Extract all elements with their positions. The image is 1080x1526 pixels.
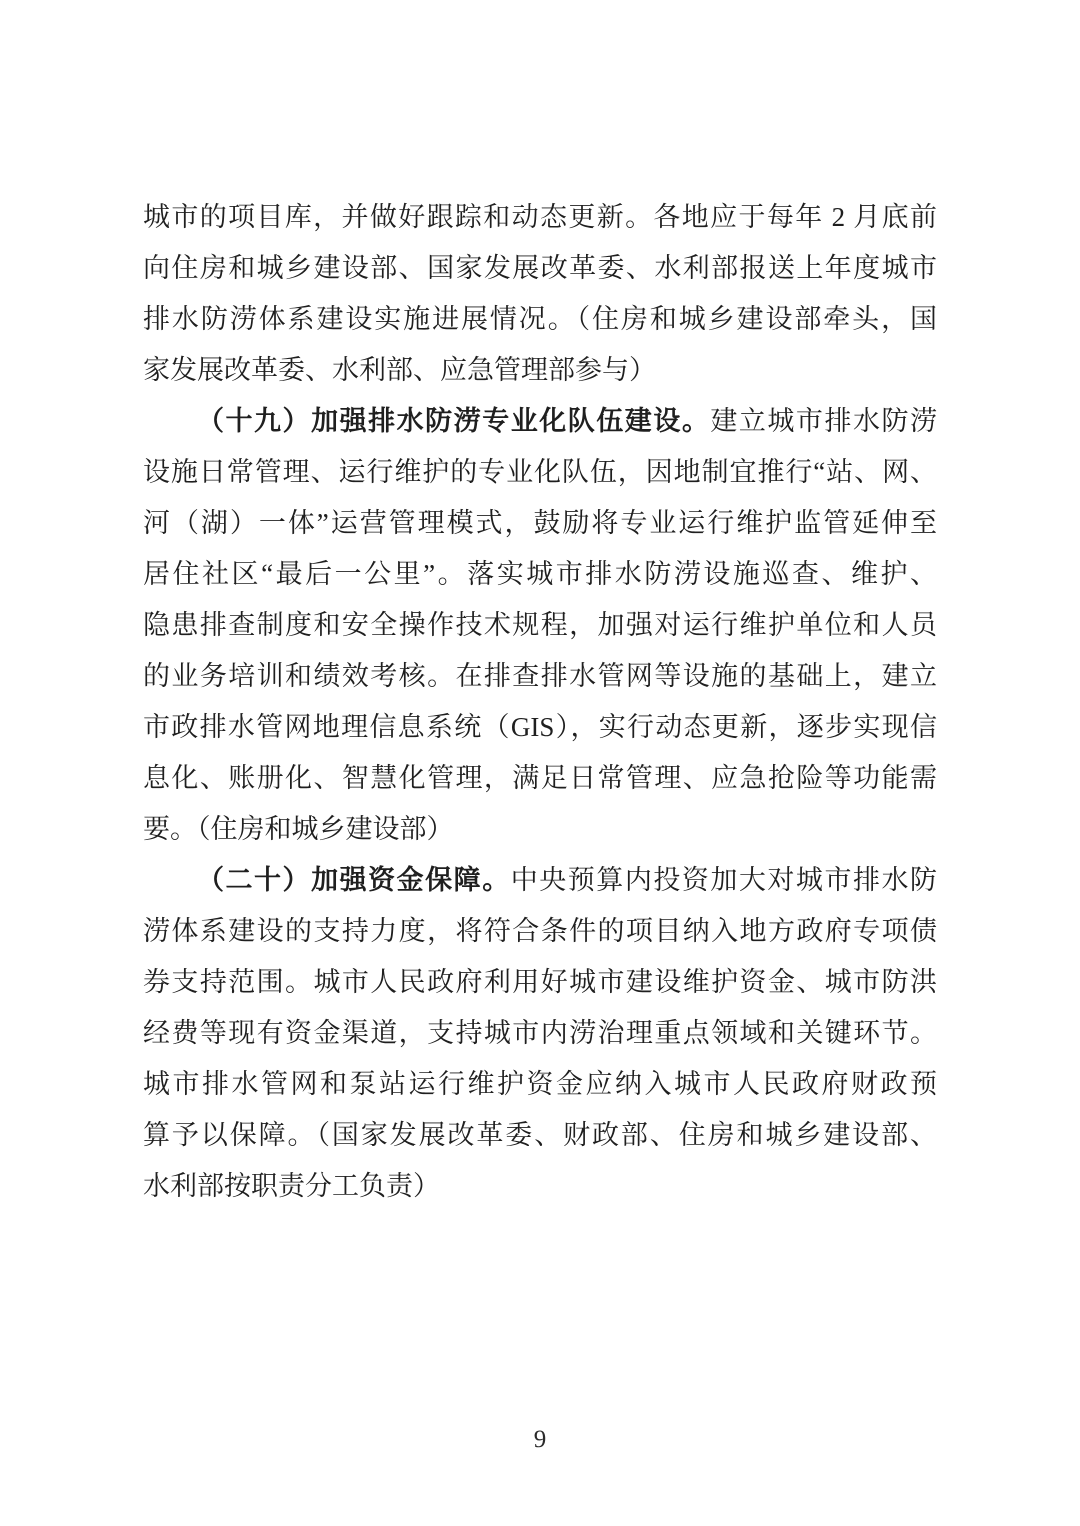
text-line	[143, 396, 937, 447]
body-text: 城市排水管网和泵站运行维护资金应纳入城市人民政府财政预	[143, 1069, 937, 1099]
text-line	[143, 1059, 937, 1110]
paragraph	[143, 855, 937, 1212]
body-text: 要。（住房和城乡建设部）	[143, 814, 454, 844]
paragraph	[143, 192, 937, 396]
text-line	[143, 192, 937, 243]
text-line	[143, 1110, 937, 1161]
text-line	[143, 855, 937, 906]
body-text: 算予以保障。（国家发展改革委、财政部、住房和城乡建设部、	[143, 1120, 937, 1150]
section-heading-text: （二十）加强资金保障。	[197, 865, 511, 895]
body-text: 的业务培训和绩效考核。在排查排水管网等设施的基础上，建立	[143, 661, 937, 691]
body-text: 水利部按职责分工负责）	[143, 1171, 440, 1201]
text-line	[143, 1161, 937, 1212]
text-line	[143, 600, 937, 651]
body-text: 券支持范围。城市人民政府利用好城市建设维护资金、城市防洪	[143, 967, 937, 997]
text-line	[143, 651, 937, 702]
body-text: 河（湖）一体”运营管理模式，鼓励将专业运行维护监管延伸至	[143, 508, 937, 538]
body-text: 设施日常管理、运行维护的专业化队伍，因地制宜推行“站、网、	[143, 457, 937, 487]
body-text: 城市的项目库，并做好跟踪和动态更新。各地应于每年 2 月底前	[143, 202, 937, 232]
text-line	[143, 804, 937, 855]
document-body	[143, 192, 937, 1212]
body-text: 中央预算内投资加大对城市排水防	[510, 865, 937, 895]
body-text: 息化、账册化、智慧化管理，满足日常管理、应急抢险等功能需	[143, 763, 937, 793]
body-text: 向住房和城乡建设部、国家发展改革委、水利部报送上年度城市	[143, 253, 937, 283]
body-text: 家发展改革委、水利部、应急管理部参与）	[143, 355, 656, 385]
text-line	[143, 702, 937, 753]
body-text: 经费等现有资金渠道，支持城市内涝治理重点领域和关键环节。	[143, 1018, 937, 1048]
paragraph	[143, 396, 937, 855]
text-line	[143, 345, 937, 396]
body-text: 居住社区“最后一公里”。落实城市排水防涝设施巡查、维护、	[143, 559, 937, 589]
text-line	[143, 294, 937, 345]
text-line	[143, 753, 937, 804]
body-text: 排水防涝体系建设实施进展情况。（住房和城乡建设部牵头，国	[143, 304, 937, 334]
body-text: 市政排水管网地理信息系统（GIS），实行动态更新，逐步实现信	[143, 712, 937, 742]
text-line	[143, 1008, 937, 1059]
body-text: 隐患排查制度和安全操作技术规程，加强对运行维护单位和人员	[143, 610, 937, 640]
body-text: 建立城市排水防涝	[710, 406, 937, 436]
text-line	[143, 906, 937, 957]
text-line	[143, 498, 937, 549]
text-line	[143, 447, 937, 498]
text-line	[143, 549, 937, 600]
section-heading-text: （十九）加强排水防涝专业化队伍建设。	[197, 406, 711, 436]
text-line	[143, 243, 937, 294]
page-number: 9	[533, 1426, 547, 1453]
body-text: 涝体系建设的支持力度，将符合条件的项目纳入地方政府专项债	[143, 916, 937, 946]
text-line	[143, 957, 937, 1008]
